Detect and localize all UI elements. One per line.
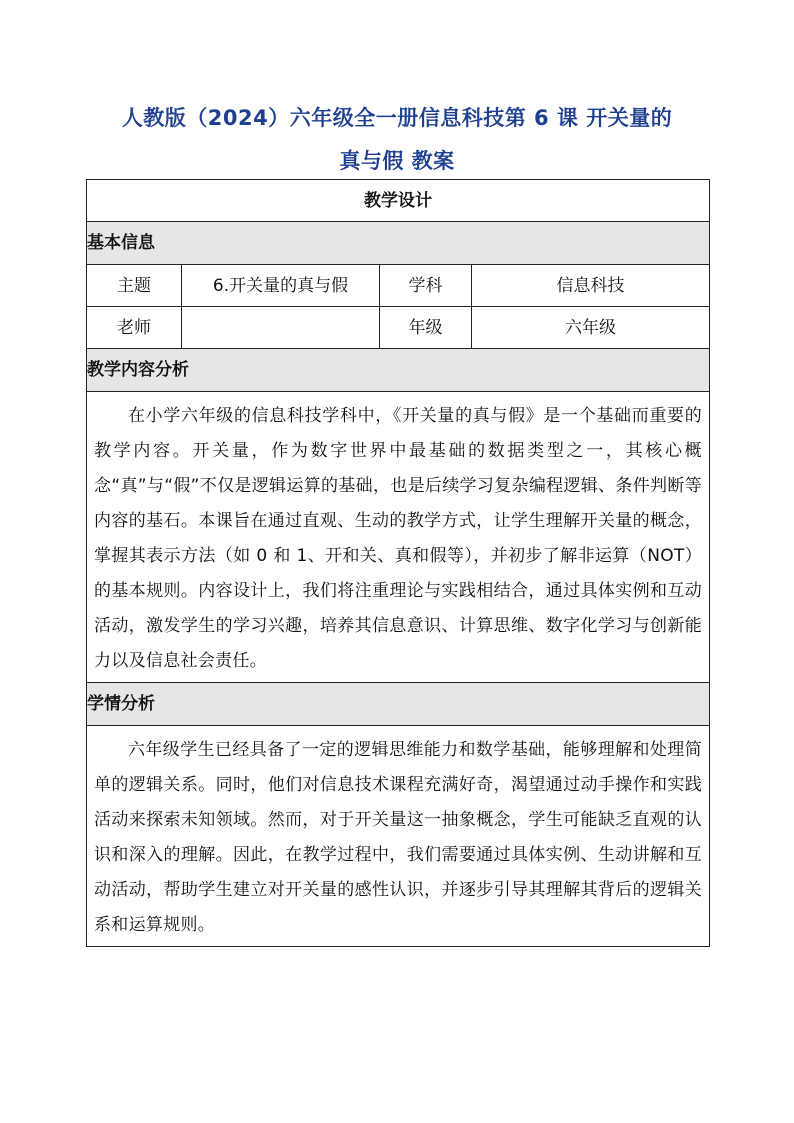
grade-label: 年级 <box>380 307 472 349</box>
section-basic-info <box>87 222 710 265</box>
info-row-topic <box>87 265 710 307</box>
topic-value: 6.开关量的真与假 <box>182 265 380 307</box>
info-row-teacher <box>87 307 710 349</box>
content-analysis-text: 在小学六年级的信息科技学科中，《开关量的真与假》是一个基础而重要的教学内容。开关量，作为数字世界中最基础的数据类型之一，其核心概念“真”与“假”不仅是逻辑运算的基础，也是后续学习复杂编程逻辑、条件判断等内容的基石。本课旨在通过直观、生动的教学方式，让学生理解开关量的概念，掌握其表示方法（如 0 和 1、开和关、真和假等），并初步了解非运算（NOT）的基本规则。内容设计上，我们将注重理论与实践相结合，通过具体实例和互动活动，激发学生的学习兴趣，培养其信息意识、计算思维、数字化学习与创新能力以及信息社会责任。 <box>87 392 710 683</box>
document-title-line1: 人教版（2024）六年级全一册信息科技第 6 课 开关量的 <box>121 106 673 130</box>
learner-analysis-text: 六年级学生已经具备了一定的逻辑思维能力和数学基础，能够理解和处理简单的逻辑关系。同时，他们对信息技术课程充满好奇，渴望通过动手操作和实践活动来探索未知领域。然而，对于开关量这一抽象概念，学生可能缺乏直观的认识和深入的理解。因此，在教学过程中，我们需要通过具体实例、生动讲解和互动活动，帮助学生建立对开关量的感性认识，并逐步引导其理解其背后的逻辑关系和运算规则。 <box>87 726 710 947</box>
lesson-plan-table <box>86 179 710 947</box>
table-header: 教学设计 <box>87 180 710 222</box>
section-title-content-analysis: 教学内容分析 <box>87 349 710 392</box>
section-content-analysis <box>87 349 710 392</box>
teacher-value <box>182 307 380 349</box>
section-title-basic-info: 基本信息 <box>87 222 710 265</box>
teacher-label: 老师 <box>87 307 182 349</box>
section-title-learner-analysis: 学情分析 <box>87 683 710 726</box>
topic-label: 主题 <box>87 265 182 307</box>
document-title-line2: 真与假 教案 <box>339 149 455 173</box>
learner-analysis-row <box>87 726 710 947</box>
subject-label: 学科 <box>380 265 472 307</box>
content-analysis-row <box>87 392 710 683</box>
grade-value: 六年级 <box>472 307 710 349</box>
subject-value: 信息科技 <box>472 265 710 307</box>
section-learner-analysis <box>87 683 710 726</box>
table-header-row <box>87 180 710 222</box>
